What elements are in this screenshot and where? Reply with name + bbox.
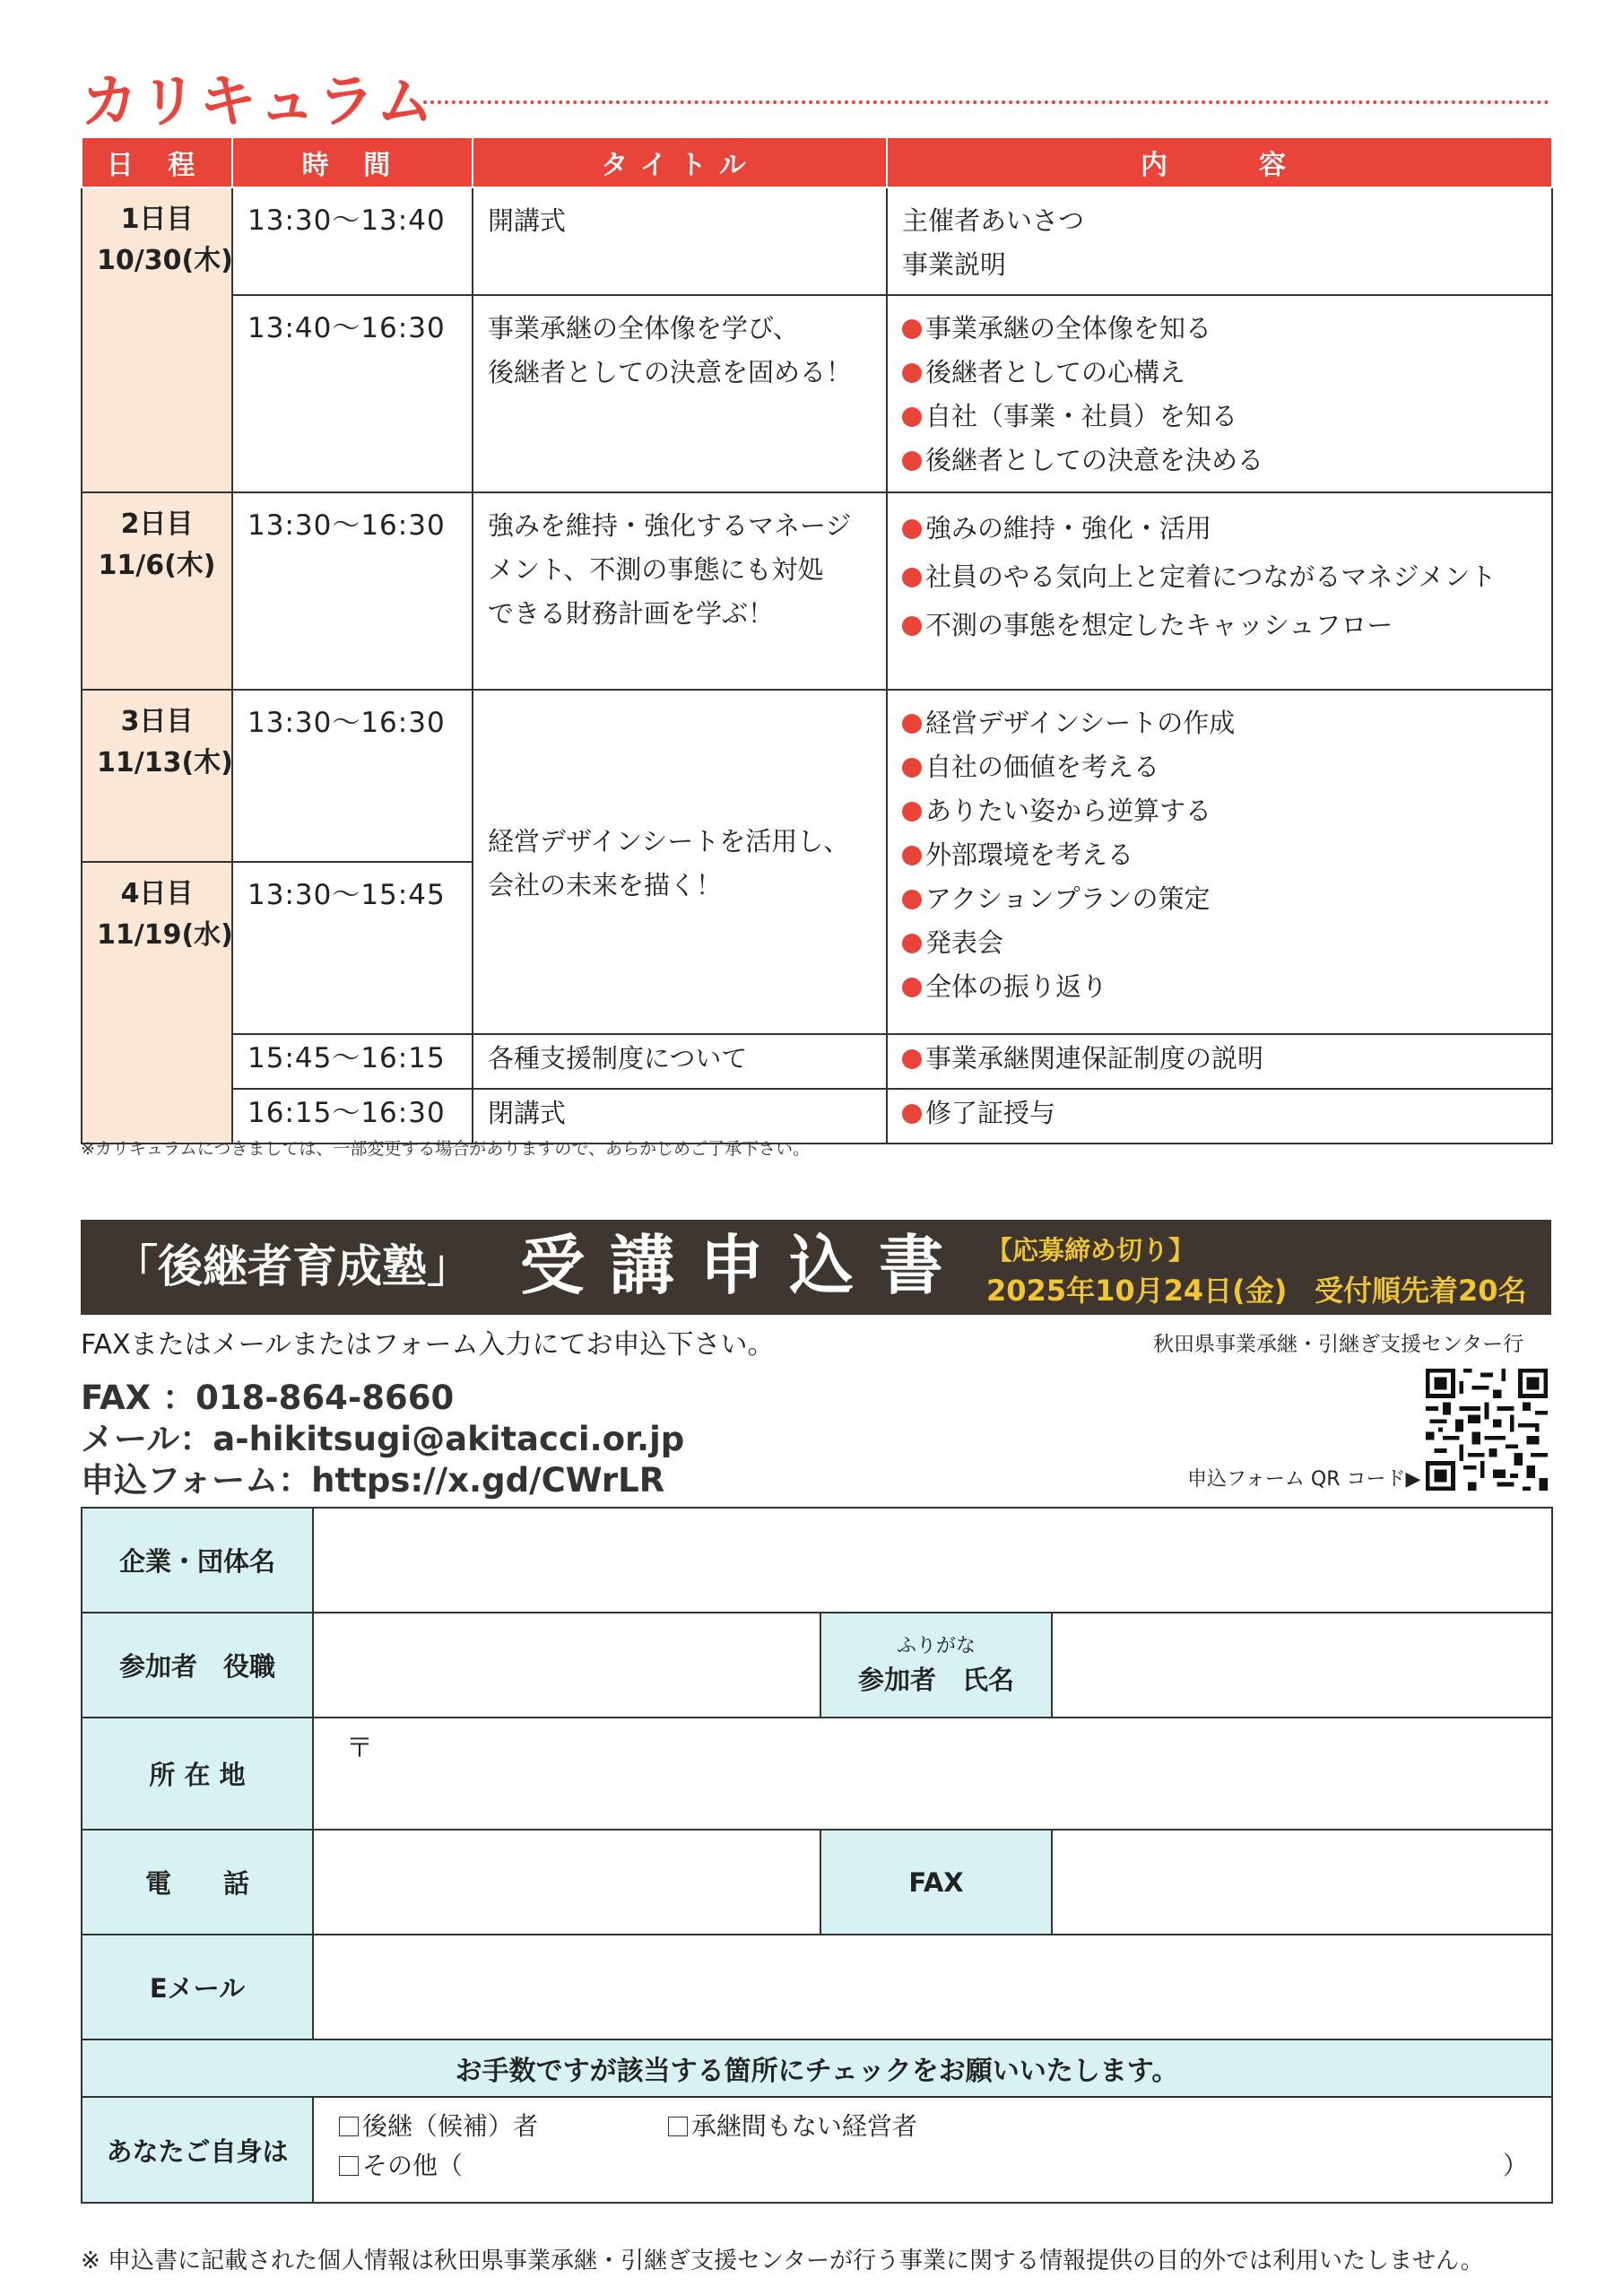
title-line: 後継者としての決意を固める！ xyxy=(488,357,853,387)
title-line: 会社の未来を描く！ xyxy=(488,870,723,900)
company-label: 企業・団体名 xyxy=(82,1508,313,1613)
content-item xyxy=(902,965,1537,1009)
application-form xyxy=(81,1507,1553,2204)
content-text: 修了証授与 xyxy=(925,1098,1056,1128)
form-row-participant xyxy=(82,1613,1552,1718)
red-dot-icon xyxy=(902,934,922,953)
title-cell xyxy=(473,295,887,492)
title-line: 閉講式 xyxy=(488,1098,567,1128)
title-cell xyxy=(473,492,887,690)
time-cell: 13:30～16:30 xyxy=(232,690,473,862)
content-item xyxy=(902,877,1537,921)
capacity-text: 受付順先着20名 xyxy=(1315,1274,1527,1308)
day-date: 11/13(木) xyxy=(97,747,233,778)
content-item xyxy=(902,439,1537,483)
red-dot-icon xyxy=(902,568,922,587)
option-new-manager[interactable] xyxy=(668,2111,917,2141)
day-date: 11/19(水) xyxy=(97,919,233,951)
content-item xyxy=(902,601,1537,649)
content-text: 自社（事業・社員）を知る xyxy=(925,401,1238,431)
form-row-about-you xyxy=(82,2097,1552,2203)
red-dot-icon xyxy=(902,802,922,822)
title-line: 経営デザインシートを活用し、 xyxy=(488,826,850,857)
content-item xyxy=(902,504,1537,552)
content-text: 強みの維持・強化・活用 xyxy=(925,513,1212,544)
about-you-label: あなたご自身は xyxy=(82,2097,313,2203)
table-row xyxy=(82,187,1552,295)
header-time: 時 間 xyxy=(232,137,473,187)
header-schedule: 日 程 xyxy=(82,137,232,187)
title-cell xyxy=(473,187,887,295)
title-cell xyxy=(473,1034,887,1089)
checkbox-icon[interactable] xyxy=(339,2117,359,2136)
position-field[interactable] xyxy=(313,1613,820,1718)
qr-code[interactable] xyxy=(1426,1369,1548,1491)
content-text: ありたい姿から逆算する xyxy=(925,796,1212,826)
phone-field[interactable] xyxy=(313,1830,820,1935)
fax-field[interactable] xyxy=(1052,1830,1552,1935)
checkbox-icon[interactable] xyxy=(668,2117,688,2136)
deadline-label: 【応募締め切り】 xyxy=(986,1235,1195,1265)
content-item xyxy=(902,395,1537,439)
curriculum-header-row xyxy=(82,137,1552,187)
option-label: 承継間もない経営者 xyxy=(690,2111,917,2141)
title-cell xyxy=(473,690,887,1034)
content-cell xyxy=(887,690,1552,1034)
day-cell-3 xyxy=(82,690,232,862)
title-line: 開講式 xyxy=(488,205,567,236)
day-label: 4日目 xyxy=(120,878,194,909)
email-field[interactable] xyxy=(313,1935,1552,2039)
time-cell: 16:15～16:30 xyxy=(232,1089,473,1144)
content-item xyxy=(902,921,1537,965)
fax-label: FAX xyxy=(820,1830,1052,1935)
red-dot-icon xyxy=(902,1049,922,1069)
time-cell: 13:30～16:30 xyxy=(232,492,473,690)
phone-label: 電 話 xyxy=(82,1830,313,1935)
check-instruction: お手数ですが該当する箇所にチェックをお願いいたします。 xyxy=(82,2039,1552,2097)
content-text: 社員のやる気向上と定着につながるマネジメント xyxy=(925,561,1497,592)
content-item xyxy=(902,1037,1537,1081)
form-row-check-instruction xyxy=(82,2039,1552,2097)
day-label: 1日目 xyxy=(120,204,194,235)
curriculum-table xyxy=(81,136,1553,1144)
form-row-address xyxy=(82,1718,1552,1830)
content-text: 外部環境を考える xyxy=(925,839,1134,870)
day-date: 11/6(木) xyxy=(98,550,216,581)
content-cell xyxy=(887,295,1552,492)
red-dot-icon xyxy=(902,363,922,383)
content-cell xyxy=(887,1089,1552,1144)
red-dot-icon xyxy=(902,451,922,471)
option-label: その他（ xyxy=(362,2151,464,2180)
day-label: 2日目 xyxy=(120,509,194,540)
time-cell: 13:30～13:40 xyxy=(232,187,473,295)
red-dot-icon xyxy=(902,758,922,778)
content-cell xyxy=(887,187,1552,295)
day-date: 10/30(木) xyxy=(97,245,233,276)
content-text: 事業承継関連保証制度の説明 xyxy=(925,1043,1264,1074)
red-dot-icon xyxy=(902,890,922,909)
content-item xyxy=(902,351,1537,395)
time-cell: 15:45～16:15 xyxy=(232,1034,473,1089)
deadline-date: 2025年10月24日(金) xyxy=(986,1274,1288,1308)
mail-contact[interactable]: メール：a-hikitsugi@akitacci.or.jp xyxy=(81,1420,685,1458)
header-title: タイトル xyxy=(473,137,887,187)
curriculum-note: ※カリキュラムにつきましては、一部変更する場合がありますので、あらかじめご了承下さい。 xyxy=(81,1139,810,1159)
form-row-email xyxy=(82,1935,1552,2039)
furigana-label: ふりがな xyxy=(896,1635,976,1657)
table-row xyxy=(82,1034,1552,1089)
red-dot-icon xyxy=(902,616,922,636)
option-other[interactable] xyxy=(339,2151,463,2180)
content-text: 経営デザインシートの作成 xyxy=(925,708,1236,738)
time-cell: 13:40～16:30 xyxy=(232,295,473,492)
name-label: 参加者 氏名 xyxy=(857,1665,1014,1695)
form-row-phone xyxy=(82,1830,1552,1935)
title-line: できる財務計画を学ぶ！ xyxy=(488,598,775,629)
red-dot-icon xyxy=(902,319,922,339)
red-dot-icon xyxy=(902,978,922,997)
title-line: 事業承継の全体像を学び、 xyxy=(488,313,799,344)
title-line: 強みを維持・強化するマネージ xyxy=(488,510,852,541)
curriculum-title: カリキュラム xyxy=(81,69,436,135)
position-label: 参加者 役職 xyxy=(82,1613,313,1718)
content-text: アクションプランの策定 xyxy=(925,883,1211,914)
content-item xyxy=(902,552,1537,601)
content-line: 事業説明 xyxy=(902,249,1007,280)
content-text: 自社の価値を考える xyxy=(925,752,1160,782)
address-field[interactable] xyxy=(313,1718,1552,1830)
table-row xyxy=(82,295,1552,492)
privacy-note: ※ 申込書に記載された個人情報は秋田県事業承継・引継ぎ支援センターが行う事業に関する情報提供の目的外では利用いたしません。 xyxy=(81,2248,1484,2274)
content-text: 後継者としての心構え xyxy=(925,357,1186,387)
content-item xyxy=(902,789,1537,833)
email-label: Eメール xyxy=(82,1935,313,2039)
content-item xyxy=(902,745,1537,789)
day-cell-2 xyxy=(82,492,232,690)
red-dot-icon xyxy=(902,714,922,734)
form-row-company xyxy=(82,1508,1552,1613)
other-close-paren: ） xyxy=(1503,2151,1529,2180)
check-row-1 xyxy=(339,2107,1551,2146)
title-dotted-rule xyxy=(423,100,1549,104)
banner-title: 受講申込書 xyxy=(520,1228,969,1303)
content-item xyxy=(902,1091,1537,1135)
time-cell: 13:30～15:45 xyxy=(232,862,473,1034)
day-label: 3日目 xyxy=(120,706,194,737)
about-you-options xyxy=(313,2097,1552,2203)
title-line: メント、不測の事態にも対処 xyxy=(488,554,824,585)
option-label: 後継（候補）者 xyxy=(362,2111,539,2141)
red-dot-icon xyxy=(902,519,922,539)
table-row xyxy=(82,690,1552,862)
application-instruction: FAXまたはメールまたはフォーム入力にてお申込下さい。 xyxy=(81,1329,775,1361)
header-content: 内 容 xyxy=(887,137,1552,187)
recipient-text: 秋田県事業承継・引継ぎ支援センター行 xyxy=(1153,1333,1524,1356)
content-line: 主催者あいさつ xyxy=(902,205,1085,236)
content-item xyxy=(902,701,1537,745)
address-label: 所 在 地 xyxy=(82,1718,313,1830)
content-item xyxy=(902,307,1537,351)
title-line: 各種支援制度について xyxy=(488,1043,748,1074)
table-row xyxy=(82,492,1552,690)
content-text: 全体の振り返り xyxy=(925,971,1108,1002)
red-dot-icon xyxy=(902,1104,922,1124)
check-row-2 xyxy=(339,2146,1551,2186)
fax-contact: FAX ：018-864-8660 xyxy=(81,1378,455,1417)
content-item xyxy=(902,833,1537,877)
checkbox-icon[interactable] xyxy=(339,2156,359,2176)
content-cell xyxy=(887,492,1552,690)
day-cell-1 xyxy=(82,187,232,492)
option-successor[interactable] xyxy=(339,2107,660,2146)
form-url[interactable]: 申込フォーム：https://x.gd/CWrLR xyxy=(81,1461,665,1500)
content-text: 不測の事態を想定したキャッシュフロー xyxy=(925,610,1393,640)
content-cell xyxy=(887,1034,1552,1089)
content-text: 事業承継の全体像を知る xyxy=(925,313,1212,344)
name-label-cell xyxy=(820,1613,1052,1718)
qr-label: 申込フォーム QR コード▶ xyxy=(1187,1468,1421,1491)
content-text: 発表会 xyxy=(925,927,1004,958)
postal-mark: 〒 xyxy=(346,1733,373,1764)
day-cell-4 xyxy=(82,862,232,1144)
company-field[interactable] xyxy=(313,1508,1552,1613)
content-text: 後継者としての決意を決める xyxy=(925,445,1264,475)
name-field[interactable] xyxy=(1052,1613,1552,1718)
banner-school-name: 「後継者育成塾」 xyxy=(113,1240,472,1292)
red-dot-icon xyxy=(902,846,922,865)
red-dot-icon xyxy=(902,407,922,427)
